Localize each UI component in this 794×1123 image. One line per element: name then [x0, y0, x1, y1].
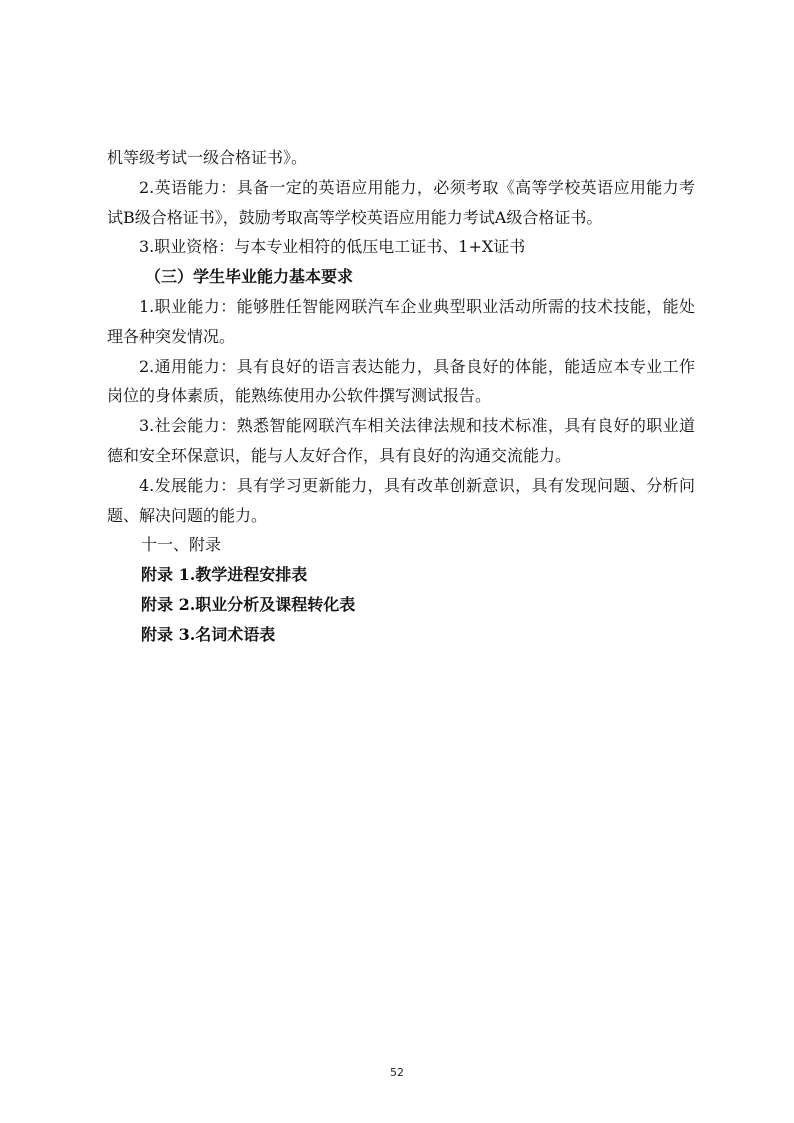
requirement-professional-ability: 1.职业能力：能够胜任智能网联汽车企业典型职业活动所需的技术技能，能处理各种突发情况。: [107, 296, 695, 346]
requirement-development-ability: 4.发展能力：具有学习更新能力，具有改革创新意识，具有发现问题、分析问题、解决问题的能力。: [107, 475, 695, 525]
paragraph-english-ability: 2.英语能力：具备一定的英语应用能力，必须考取《高等学校英语应用能力考试B级合格证书》，鼓励考取高等学校英语应用能力考试A级合格证书。: [107, 177, 695, 227]
appendix-item-2: 附录 2.职业分析及课程转化表: [141, 594, 356, 614]
document-body: [107, 143, 695, 650]
requirement-general-ability: 2.通用能力：具有良好的语言表达能力，具备良好的体能，能适应本专业工作岗位的身体素质，能熟练使用办公软件撰写测试报告。: [107, 356, 695, 406]
requirement-social-ability: 3.社会能力：熟悉智能网联汽车相关法律法规和技术标准，具有良好的职业道德和安全环保意识，能与人友好合作，具有良好的沟通交流能力。: [107, 416, 695, 465]
page-number: 52: [390, 1066, 404, 1079]
paragraph-continuation: 机等级考试一级合格证书》。: [107, 148, 308, 167]
appendix-item-3: 附录 3.名词术语表: [141, 624, 276, 644]
appendix-item-1: 附录 1.教学进程安排表: [141, 565, 308, 585]
section-heading-appendix: 十一、附录: [141, 535, 222, 555]
paragraph-vocational-qualification: 3.职业资格：与本专业相符的低压电工证书、1+X证书: [139, 237, 526, 257]
section-heading-graduation-requirements: （三）学生毕业能力基本要求: [145, 267, 354, 287]
